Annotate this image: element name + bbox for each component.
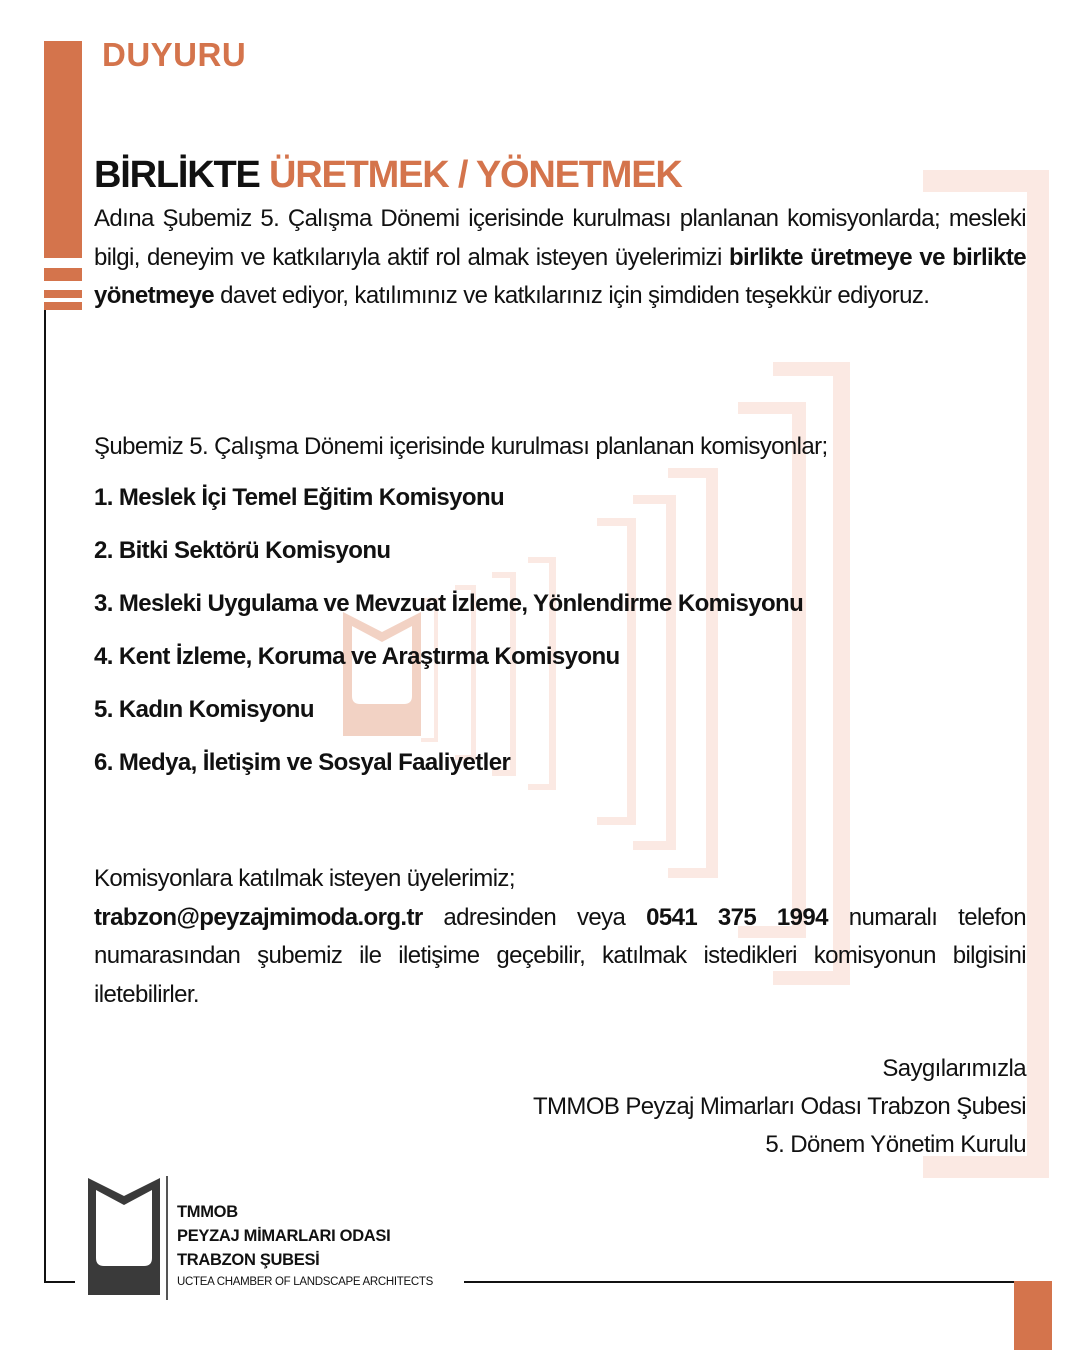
logo-line-3: TRABZON ŞUBESİ xyxy=(177,1251,320,1269)
announcement-label: DUYURU xyxy=(102,36,247,73)
commission-item: 5. Kadın Komisyonu xyxy=(94,696,314,723)
left-accent-bar xyxy=(44,41,82,258)
organization-logo-icon xyxy=(88,1178,160,1295)
intro-text: Adına Şubemiz 5. Çalışma Dönemi içerisinde kurulması planlanan komisyonlarda; mesleki bilgi, deneyim ve katkılarıyla aktif rol almak isteyen üyelerimizi xyxy=(94,205,1026,271)
accent-stripe xyxy=(44,268,82,281)
bottom-accent-block xyxy=(1014,1281,1052,1350)
commission-item: 1. Meslek İçi Temel Eğitim Komisyonu xyxy=(94,484,505,511)
accent-stripe xyxy=(44,290,82,298)
signature-organization: TMMOB Peyzaj Mimarları Odası Trabzon Şubesi xyxy=(532,1093,1026,1120)
contact-text: adresinden veya xyxy=(422,903,647,931)
signature-block xyxy=(533,1050,1026,1164)
commission-item: 4. Kent İzleme, Koruma ve Araştırma Komisyonu xyxy=(94,643,620,670)
commission-item: 3. Mesleki Uygulama ve Mevzuat İzleme, Yönlendirme Komisyonu xyxy=(94,590,804,617)
commissions-intro: Şubemiz 5. Çalışma Dönemi içerisinde kurulması planlanan komisyonlar; xyxy=(94,433,828,460)
logo-subtitle: UCTEA CHAMBER OF LANDSCAPE ARCHITECTS xyxy=(177,1276,434,1288)
contact-email-link[interactable]: trabzon@peyzajmimoda.org.tr xyxy=(94,903,423,931)
contact-line-1: Komisyonlara katılmak isteyen üyelerimiz; xyxy=(94,865,515,892)
logo-divider xyxy=(166,1176,168,1300)
intro-text-end: davet ediyor, katılımınız ve katkılarınız için şimdiden teşekkür ediyoruz. xyxy=(214,282,930,309)
title-part-1: BİRLİKTE xyxy=(94,154,269,196)
logo-line-2: PEYZAJ MİMARLARI ODASI xyxy=(177,1227,391,1245)
contact-details xyxy=(94,899,1026,1015)
contact-paragraph xyxy=(94,860,1026,1014)
accent-stripe xyxy=(44,302,82,310)
contact-phone[interactable]: 0541 375 1994 xyxy=(646,903,828,931)
contact-text-end: numaralı telefon numarasından şubemiz ile iletişime geçebilir, katılmak istedikleri komisyonun bilgisini iletebilirler. xyxy=(94,903,1026,1008)
intro-paragraph xyxy=(94,200,1026,316)
logo-line-1: TMMOB xyxy=(177,1203,238,1221)
watermark-logo-icon xyxy=(343,612,421,736)
signature-board: 5. Dönem Yönetim Kurulu xyxy=(765,1131,1026,1158)
commission-item: 2. Bitki Sektörü Komisyonu xyxy=(94,537,391,564)
logo-text xyxy=(177,1200,390,1272)
title-part-2: ÜRETMEK / YÖNETMEK xyxy=(268,154,682,196)
frame-line-left xyxy=(44,310,46,1282)
signature-greeting: Saygılarımızla xyxy=(882,1055,1026,1082)
intro-bold-text: birlikte üretmeye ve birlikte yönetmeye xyxy=(94,243,1026,309)
frame-line-bottom-left xyxy=(44,1281,75,1283)
frame-line-bottom-right xyxy=(464,1281,1014,1283)
page-title xyxy=(94,154,682,197)
commission-item: 6. Medya, İletişim ve Sosyal Faaliyetler xyxy=(94,749,511,776)
